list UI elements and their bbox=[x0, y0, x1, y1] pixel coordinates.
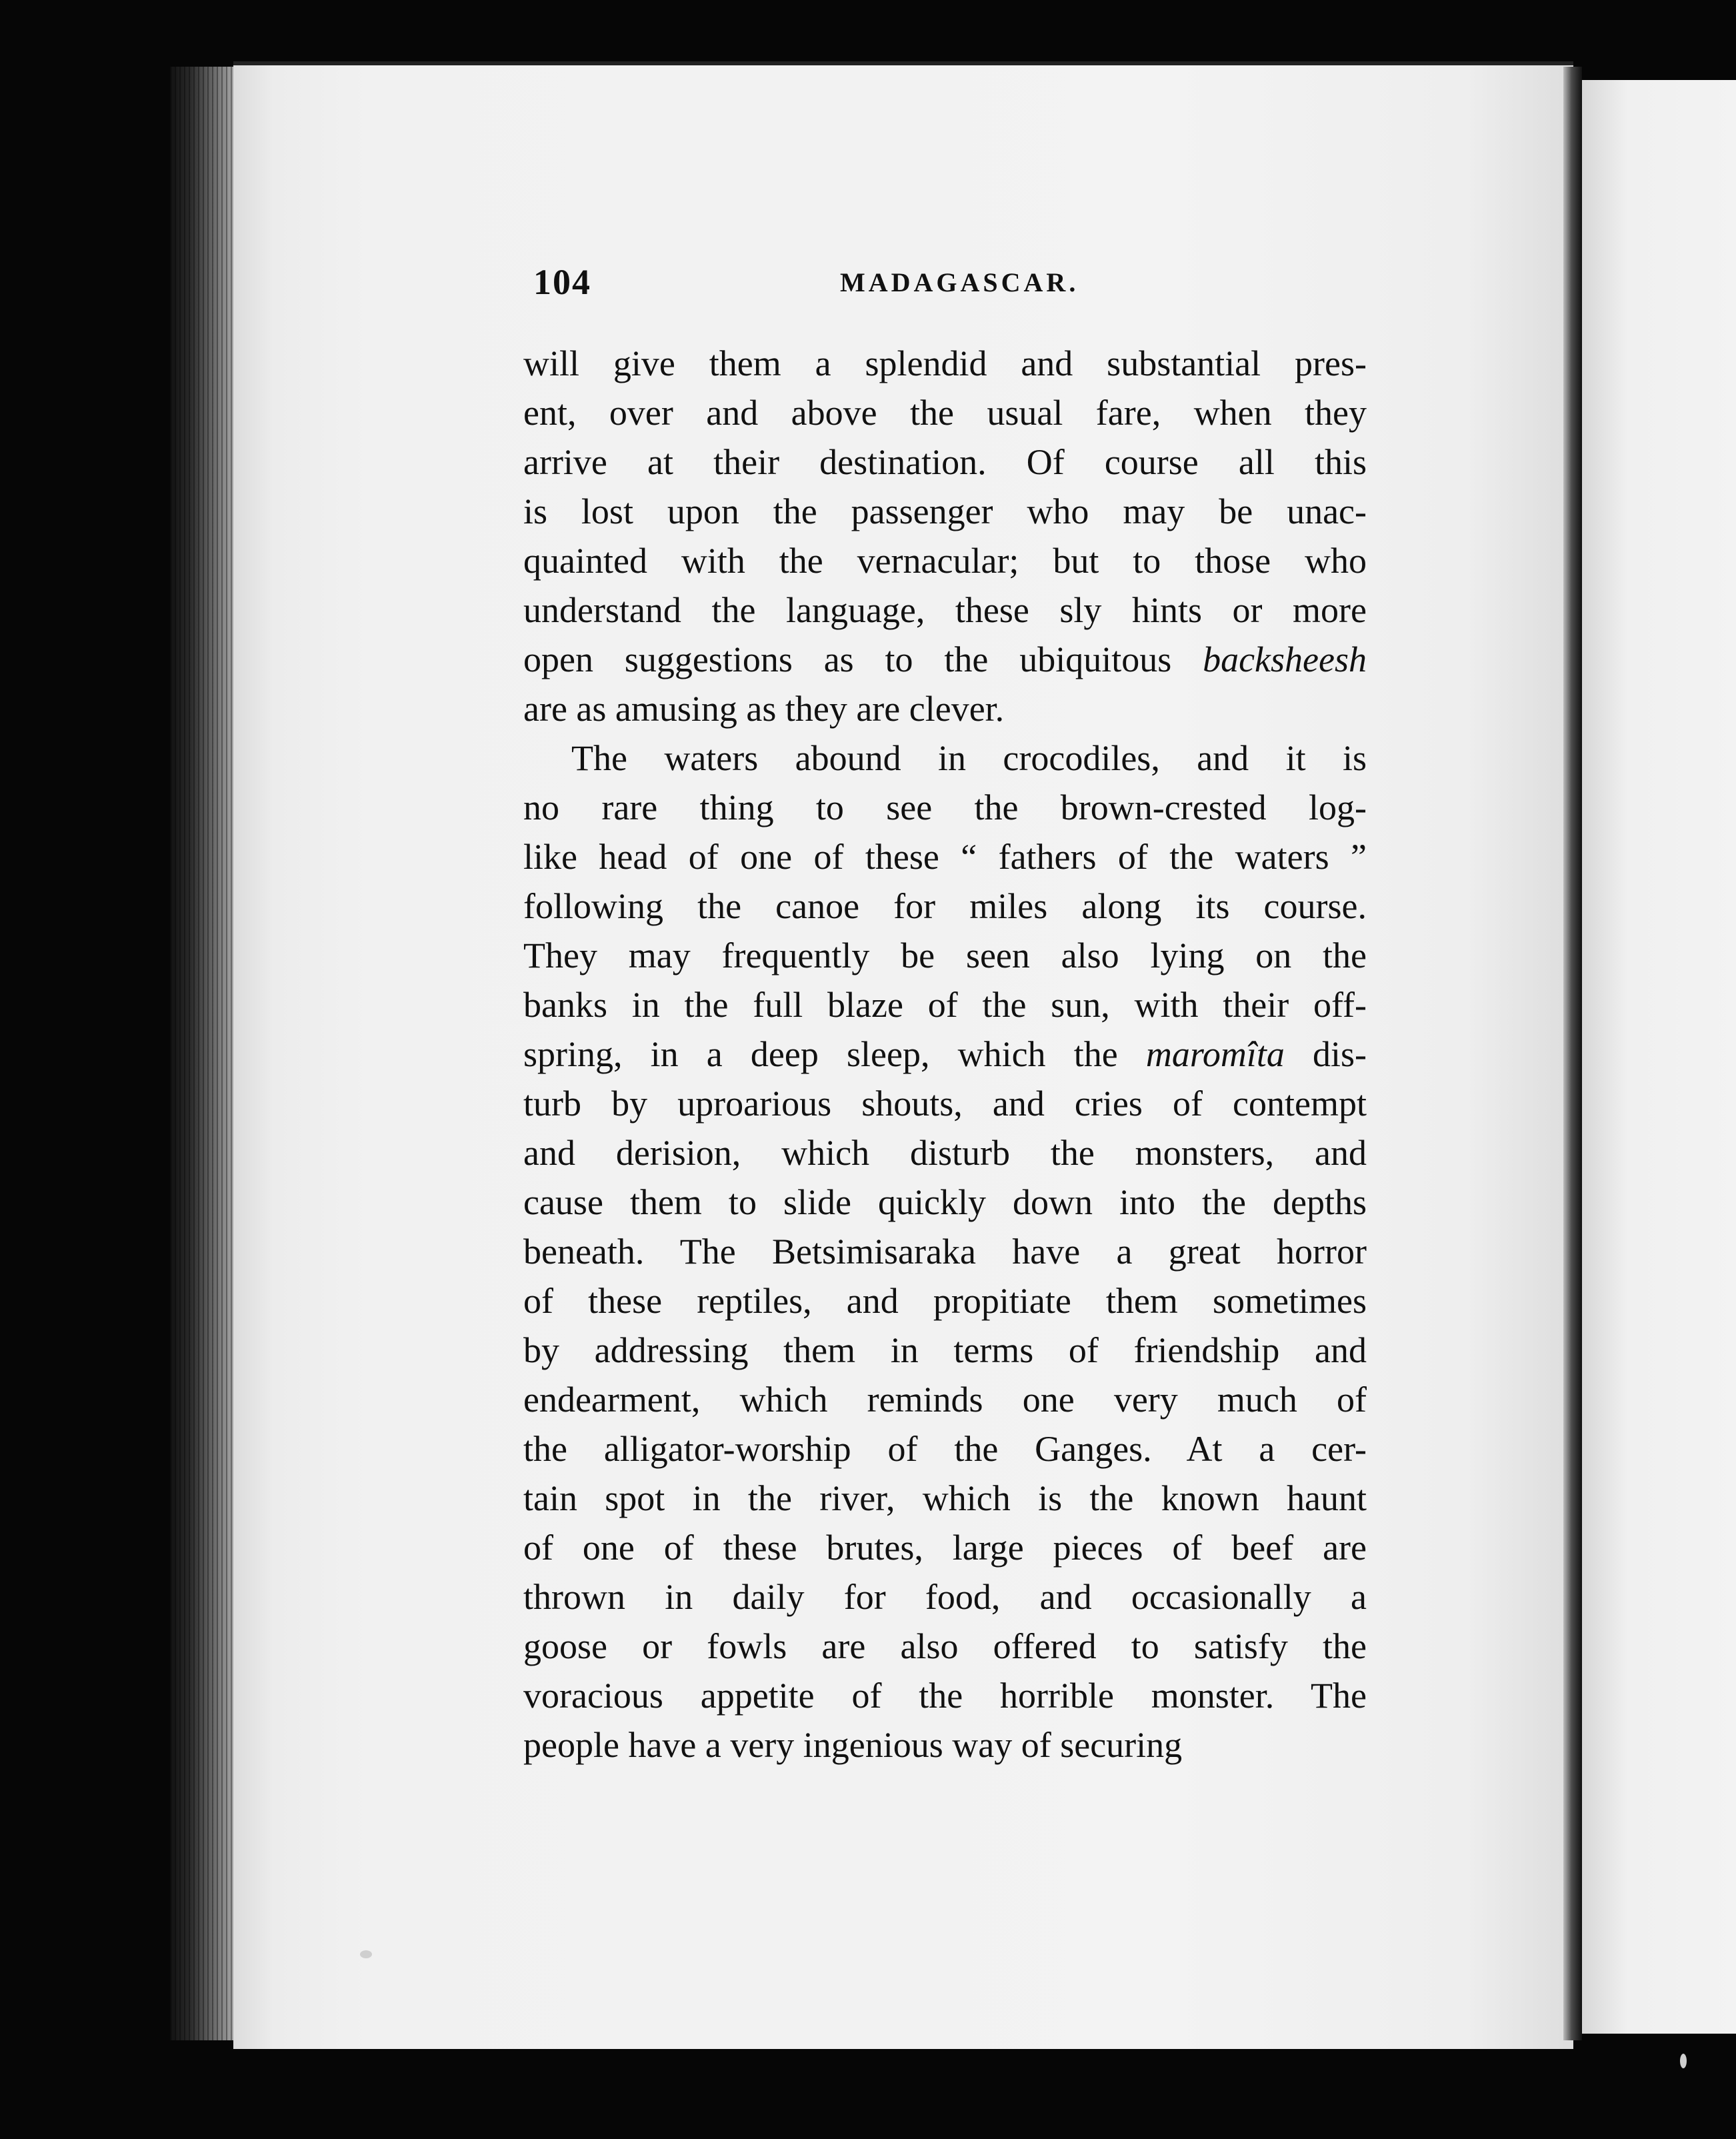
text-line: arrive at their destination. Of course all this bbox=[523, 442, 1367, 482]
text-line: is lost upon the passenger who may be unac- bbox=[523, 491, 1367, 531]
text-line: voracious appetite of the horrible monster. The bbox=[523, 1676, 1367, 1716]
text-line: thrown in daily for food, and occasionally a bbox=[523, 1577, 1367, 1617]
text-line: like head of one of these “ fathers of the waters ” bbox=[523, 837, 1367, 877]
facing-page-edge bbox=[1582, 80, 1736, 2034]
text-line: cause them to slide quickly down into the depths bbox=[523, 1182, 1367, 1222]
text-line bbox=[523, 1029, 1367, 1079]
italic-term: maromîta bbox=[1145, 1034, 1285, 1074]
text-line: and derision, which disturb the monsters, and bbox=[523, 1133, 1367, 1173]
text-line: The waters abound in crocodiles, and it is bbox=[571, 738, 1367, 778]
text-line: will give them a splendid and substantial pres- bbox=[523, 343, 1367, 383]
text-line: are as amusing as they are clever. bbox=[523, 689, 1005, 729]
text-line: ent, over and above the usual fare, when they bbox=[523, 393, 1367, 433]
italic-term: backsheesh bbox=[1203, 639, 1367, 679]
paragraph bbox=[523, 339, 1367, 733]
paragraph bbox=[523, 733, 1367, 1770]
text-line: no rare thing to see the brown-crested log- bbox=[523, 787, 1367, 827]
scan-speck bbox=[1680, 2054, 1687, 2068]
body-text bbox=[523, 339, 1367, 1770]
text-line: of these reptiles, and propitiate them sometimes bbox=[523, 1281, 1367, 1321]
page-number: 104 bbox=[533, 262, 591, 302]
text-segment: spring, in a deep sleep, which the bbox=[523, 1034, 1146, 1074]
text-line: quainted with the vernacular; but to those who bbox=[523, 541, 1367, 581]
text-line: understand the language, these sly hints or more bbox=[523, 590, 1367, 630]
text-line: following the canoe for miles along its course. bbox=[523, 886, 1367, 926]
text-segment: dis- bbox=[1284, 1034, 1367, 1074]
book-gutter bbox=[1563, 67, 1582, 2040]
text-line: by addressing them in terms of friendship and bbox=[523, 1330, 1367, 1370]
text-line: They may frequently be seen also lying on the bbox=[523, 935, 1367, 975]
text-line: of one of these brutes, large pieces of beef are bbox=[523, 1528, 1367, 1568]
running-head: MADAGASCAR. bbox=[840, 267, 1079, 297]
text-line: turb by uproarious shouts, and cries of contempt bbox=[523, 1084, 1367, 1124]
text-line: tain spot in the river, which is the known haunt bbox=[523, 1478, 1367, 1518]
text-line: banks in the full blaze of the sun, with their off- bbox=[523, 985, 1367, 1025]
text-line: endearment, which reminds one very much of bbox=[523, 1380, 1367, 1420]
text-line bbox=[523, 635, 1367, 684]
text-line: goose or fowls are also offered to satisfy the bbox=[523, 1626, 1367, 1666]
text-line: beneath. The Betsimisaraka have a great horror bbox=[523, 1232, 1367, 1272]
scan-speck bbox=[360, 1950, 372, 1958]
text-line: the alligator-worship of the Ganges. At a cer- bbox=[523, 1429, 1367, 1469]
text-segment: open suggestions as to the ubiquitous bbox=[523, 639, 1203, 679]
text-line: people have a very ingenious way of securing bbox=[523, 1725, 1183, 1765]
page-header bbox=[533, 261, 1373, 308]
